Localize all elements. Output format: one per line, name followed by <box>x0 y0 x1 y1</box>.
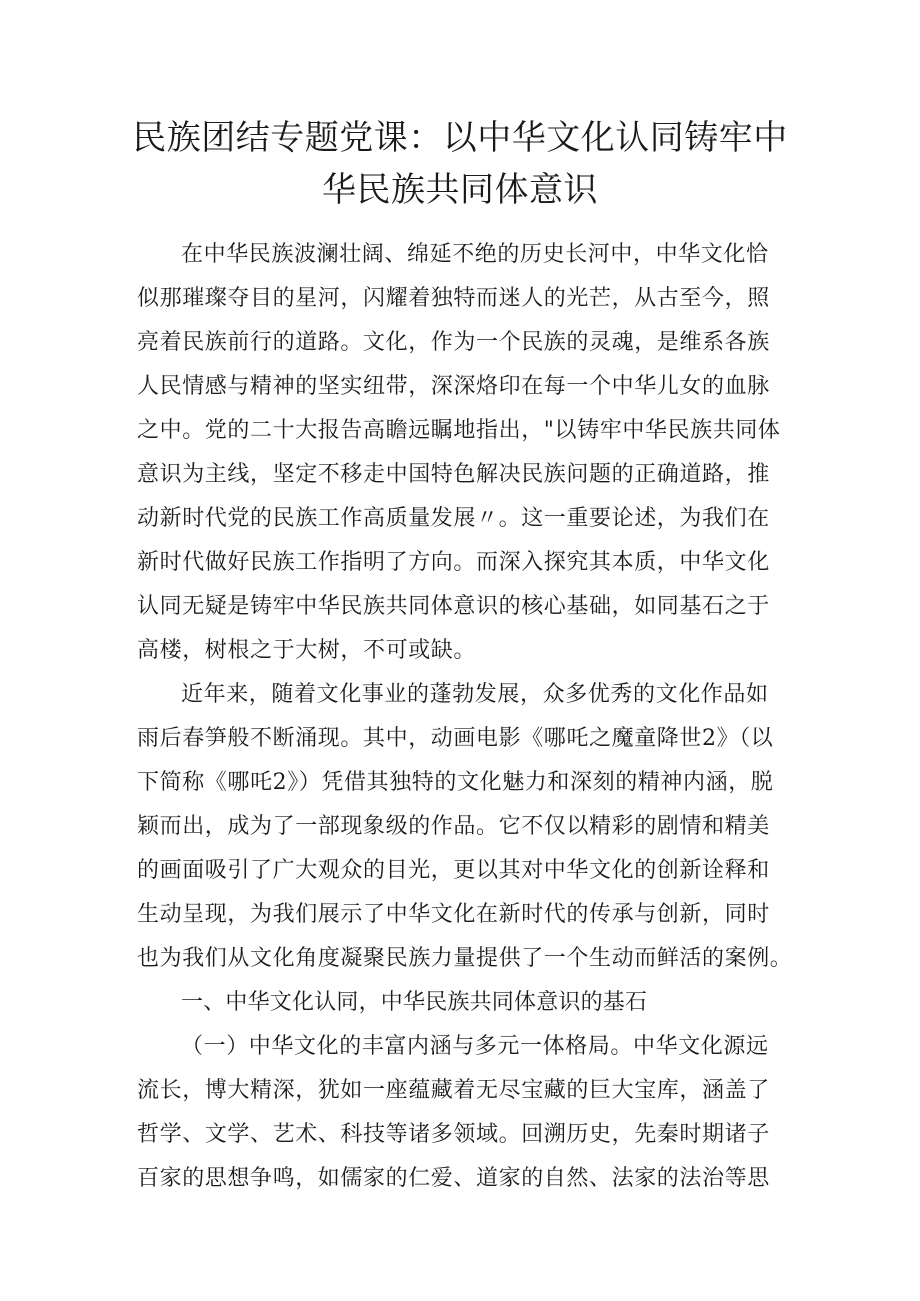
paragraph-1-line: 认同无疑是铸牢中华民族共同体意识的核心基础，如同基石之于 <box>137 594 770 619</box>
paragraph-2 <box>137 673 797 981</box>
paragraph-1-line: 之中。党的二十大报告高瞻远瞩地指出，"以铸牢中华民族共同体 <box>137 418 781 443</box>
section-heading: 一、中华文化认同，中华民族共同体意识的基石 <box>181 990 648 1015</box>
paragraph-1-line: 亮着民族前行的道路。文化，作为一个民族的灵魂，是维系各族 <box>137 330 770 355</box>
paragraph-2-line: 也为我们从文化角度凝聚民族力量提供了一个生动而鲜活的案例。 <box>137 946 793 971</box>
paragraph-2-line: 颖而出，成为了一部现象级的作品。它不仅以精彩的剧情和精美 <box>137 814 770 839</box>
subsection-line: 百家的思想争鸣，如儒家的仁爱、道家的自然、法家的法治等思 <box>137 1166 770 1191</box>
subsection-line: 哲学、文学、艺术、科技等诸多领域。回溯历史，先秦时期诸子 <box>137 1122 770 1147</box>
paragraph-1-line: 意识为主线，坚定不移走中国特色解决民族问题的正确道路，推 <box>137 462 770 487</box>
title-line-1: 民族团结专题党课：以中华文化认同铸牢中 <box>132 118 788 158</box>
paragraph-1-line: 新时代做好民族工作指明了方向。而深入探究其本质，中华文化 <box>137 550 770 575</box>
subsection-line: 流长，博大精深，犹如一座蕴藏着无尽宝藏的巨大宝库，涵盖了 <box>137 1078 770 1103</box>
paragraph-2-line: 近年来，随着文化事业的蓬勃发展，众多优秀的文化作品如 <box>181 682 769 707</box>
paragraph-1-line: 高楼，树根之于大树，不可或缺。 <box>137 638 477 663</box>
paragraph-2-line: 生动呈现，为我们展示了中华文化在新时代的传承与创新，同时 <box>137 902 770 927</box>
paragraph-1-line: 人民情感与精神的坚实纽带，深深烙印在每一个中华儿女的血脉 <box>137 374 770 399</box>
subsection-paragraph <box>137 1025 797 1201</box>
paragraph-1 <box>137 233 797 673</box>
title-line-2: 华民族共同体意识 <box>322 170 598 210</box>
paragraph-1-line: 似那璀璨夺目的星河，闪耀着独特而迷人的光芒，从古至今，照 <box>137 286 770 311</box>
paragraph-2-line: 的画面吸引了广大观众的目光，更以其对中华文化的创新诠释和 <box>137 858 770 883</box>
paragraph-2-line: 雨后春笋般不断涌现。其中，动画电影《哪吒之魔童降世2》（以 <box>137 726 774 751</box>
paragraph-2-line: 下简称《哪吒2》）凭借其独特的文化魅力和深刻的精神内涵，脱 <box>137 770 774 795</box>
paragraph-1-line: 在中华民族波澜壮阔、绵延不绝的历史长河中，中华文化恰 <box>181 242 769 267</box>
paragraph-1-line: 动新时代党的民族工作高质量发展〃。这一重要论述，为我们在 <box>137 506 770 531</box>
document-body <box>137 233 797 1201</box>
document-title <box>120 112 800 216</box>
subsection-line: （一）中华文化的丰富内涵与多元一体格局。中华文化源远 <box>181 1034 769 1059</box>
